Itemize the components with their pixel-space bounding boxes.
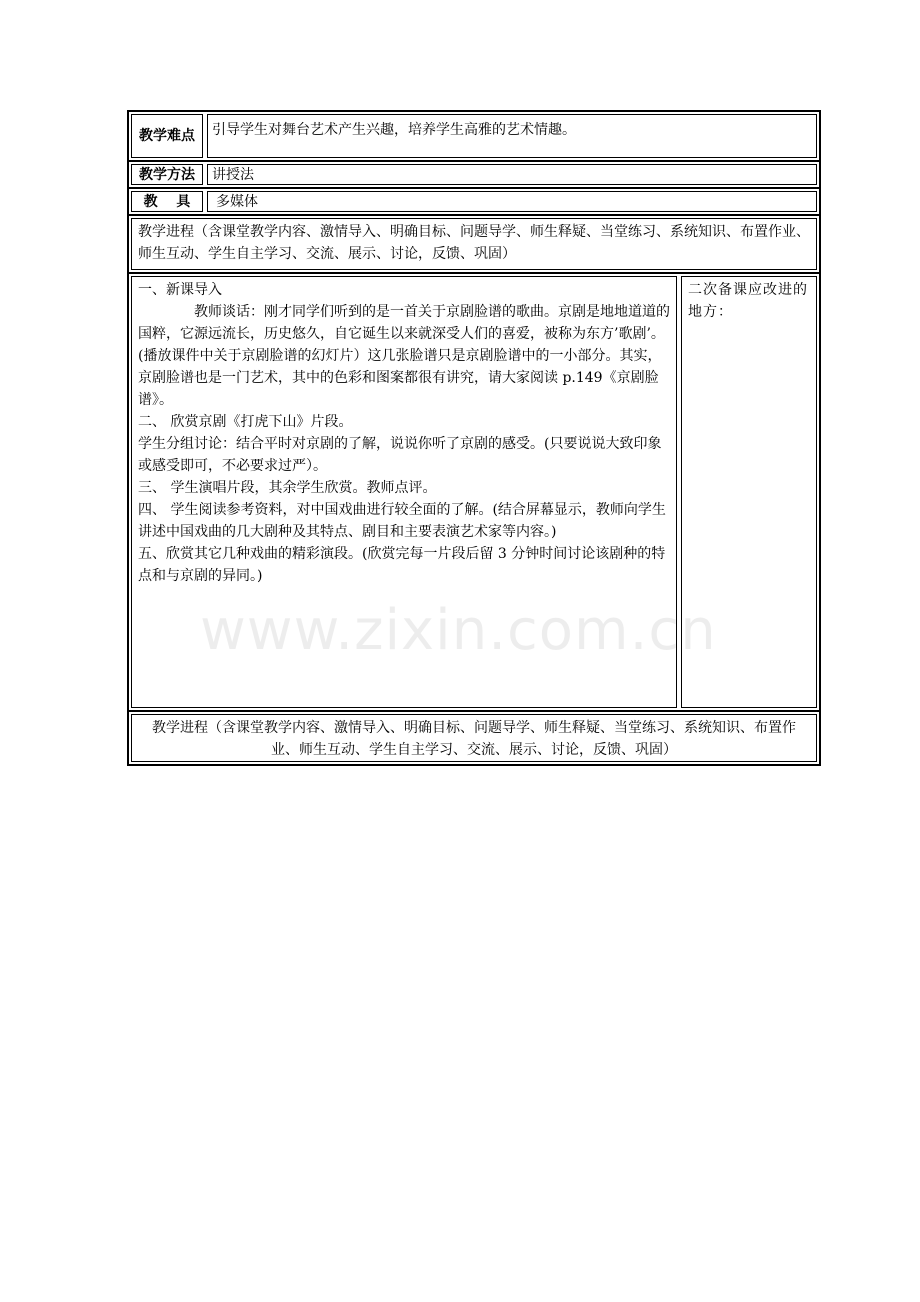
lesson-plan-table (127, 110, 821, 766)
row-teaching-difficulty (129, 112, 819, 162)
group-discussion-paragraph: 学生分组讨论：结合平时对京剧的了解，说说你听了京剧的感受。(只要说说大致印象或感受即可，不必要求过严）。 (138, 436, 662, 474)
row-process-header (129, 216, 819, 274)
value-teaching-method: 讲授法 (207, 164, 817, 185)
teacher-talk-paragraph: 教师谈话：刚才同学们听到的是一首关于京剧脸谱的歌曲。京剧是地地道道的国粹，它源远流长，历史悠久，自它诞生以来就深受人们的喜爱，被称为东方’歌剧’。(播放课件中关于京剧脸谱的幻灯片）这几张脸谱只是京剧脸谱中的一小部分。其实，京剧脸谱也是一门艺术，其中的色彩和图案都很有讲究，请大家阅读 p.149《京剧脸谱》。 (138, 304, 670, 408)
process-footer: 教学进程（含课堂教学内容、激情导入、明确目标、问题导学、师生释疑、当堂练习、系统知识、布置作业、师生互动、学生自主学习、交流、展示、讨论，反馈、巩固） (131, 714, 817, 762)
row-teaching-method (129, 162, 819, 189)
section-five: 五、欣赏其它几种戏曲的精彩演段。(欣赏完每一片段后留 3 分钟时间讨论该剧种的特点和与京剧的异同。) (138, 546, 666, 584)
section-two: 二、 欣赏京剧《打虎下山》片段。 (138, 414, 353, 430)
value-teaching-difficulty: 引导学生对舞台艺术产生兴趣，培养学生高雅的艺术情趣。 (207, 114, 817, 158)
label-teaching-tools: 教 具 (131, 191, 203, 212)
row-main-content (129, 274, 819, 712)
row-process-footer (129, 712, 819, 764)
row-teaching-tools (129, 189, 819, 216)
process-header: 教学进程（含课堂教学内容、激情导入、明确目标、问题导学、师生释疑、当堂练习、系统知识、布置作业、师生互动、学生自主学习、交流、展示、讨论，反馈、巩固） (131, 218, 817, 270)
label-teaching-difficulty: 教学难点 (131, 114, 203, 158)
section-four: 四、 学生阅读参考资料，对中国戏曲进行较全面的了解。(结合屏幕显示，教师向学生讲述中国戏曲的几大剧种及其特点、剧目和主要表演艺术家等内容。) (138, 502, 666, 540)
section-intro-title: 一、新课导入 (138, 282, 222, 298)
value-teaching-tools: 多媒体 (207, 191, 817, 212)
section-three: 三、 学生演唱片段，其余学生欣赏。教师点评。 (138, 480, 437, 496)
revision-notes: 二次备课应改进的地方： (681, 276, 817, 708)
label-teaching-method: 教学方法 (131, 164, 203, 185)
lesson-content (131, 276, 677, 708)
